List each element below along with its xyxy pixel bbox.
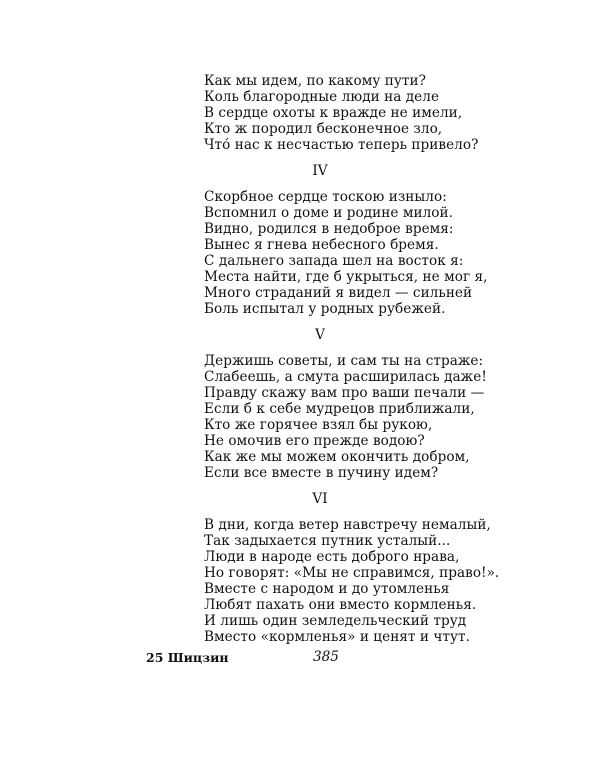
poem-line: Если все вместе в пучину идем? [204,465,439,481]
poem-line: Много страданий я видел — сильней [204,285,473,301]
poem-line: Как мы идем, по какому пути? [204,73,426,89]
poem-line: Видно, родился в недоброе время: [204,221,454,237]
stanza-v [204,353,504,481]
poem-line: Коль благородные люди на деле [204,89,440,105]
poem-line: В сердце охоты к вражде не имели, [204,105,463,121]
poem-line: Не омочив его прежде водою? [204,433,425,449]
poem-line: В дни, когда ветер навстречу немалый, [204,517,491,533]
poem-line: Вместе с народом и до утомленья [204,581,450,597]
poem-line: Слабеешь, а смута расширилась даже! [204,369,487,385]
poem-line: Вспомнил о доме и родине милой. [204,205,454,221]
poem-line: Что́ нас к несчастью теперь привело? [204,137,479,153]
poem-line: Если б к себе мудрецов приближали, [204,401,475,417]
poem-line: Вынес я гнева небесного бремя. [204,237,439,253]
stanza-iv [204,189,504,317]
poem-line: Скорбное сердце тоскою изныло: [204,189,447,205]
stanza-vi [204,517,504,645]
stanza-numeral-vi: VI [312,491,328,507]
poem-line: Вместо «кормленья» и ценят и чтут. [204,629,470,645]
poem-line: И лишь один земледельческий труд [204,613,467,629]
poem-line: Боль испытал у родных рубежей. [204,301,446,317]
stanza-continued [204,73,504,153]
stanza-numeral-iv: IV [312,163,328,179]
poem-line: Кто же горячее взял бы рукою, [204,417,433,433]
poem-line: Кто ж породил бесконечное зло, [204,121,443,137]
stanza-numeral-v: V [315,327,325,343]
poem-line: Держишь советы, и сам ты на страже: [204,353,484,369]
poem-line: Правду скажу вам про ваши печали — [204,385,485,401]
poem-line: Но говорят: «Мы не справимся, право!». [204,565,500,581]
poem-line: Так задыхается путник усталый... [204,533,451,549]
page-number: 385 [313,649,339,665]
poem-line: С дальнего запада шел на восток я: [204,253,464,269]
poem-line: Места найти, где б укрыться, не мог я, [204,269,488,285]
poem-line: Любят пахать они вместо кормленья. [204,597,477,613]
poem-body [204,73,504,645]
poem-line: Как же мы можем окончить добром, [204,449,470,465]
printer-signature: 25 Шицзин [146,650,229,665]
poem-line: Люди в народе есть доброго нрава, [204,549,460,565]
